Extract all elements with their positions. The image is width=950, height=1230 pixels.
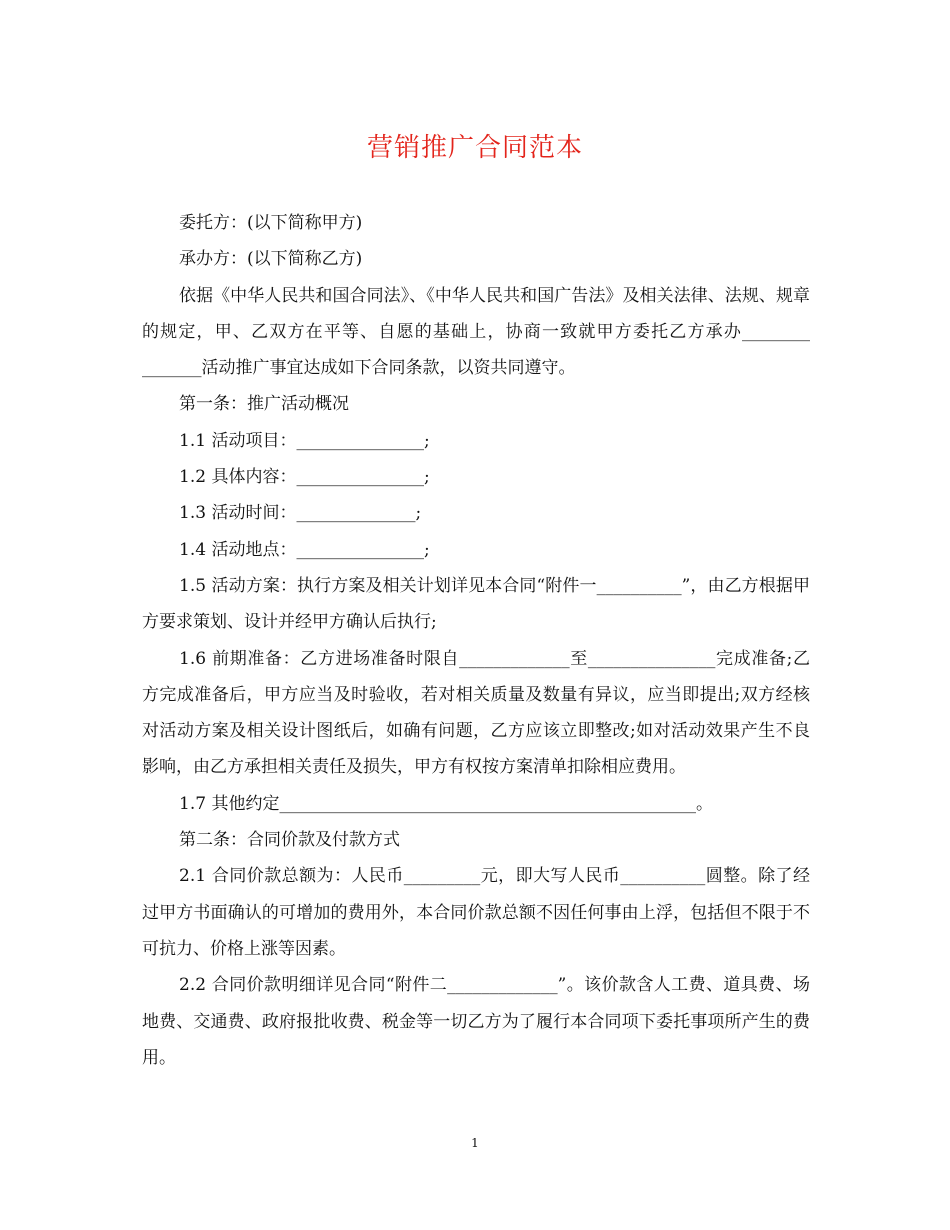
clause-1-4: 1.4 活动地点：_______________;	[179, 539, 430, 560]
clause-1-5: 1.5 活动方案：执行方案及相关计划详见本合同“附件一__________”，由乙方根据甲方要求策划、设计并经甲方确认后执行;	[142, 575, 810, 633]
clause-1-7: 1.7 其他约定_________________________________________________。	[179, 793, 713, 814]
clause-2-2: 2.2 合同价款明细详见合同“附件二_____________”。该价款含人工费、道具费、场地费、交通费、政府报批收费、税金等一切乙方为了履行本合同项下委托事项所产生的费用。	[142, 975, 810, 1068]
clause-1-1: 1.1 活动项目：_______________;	[179, 430, 430, 451]
clause-1-6: 1.6 前期准备：乙方进场准备时限自_____________至_______________完成准备;乙方完成准备后，甲方应当及时验收，若对相关质量及数量有异议，应当即提出;双方经核对活动方案及相关设计图纸后，如确有问题，乙方应该立即整改;如对活动效果产生不良影响，由乙方承担相关责任及损失，甲方有权按方案清单扣除相应费用。	[142, 648, 810, 778]
document-title: 营销推广合同范本	[366, 133, 583, 163]
clause-1-3: 1.3 活动时间：______________;	[179, 503, 422, 524]
article-1-heading: 第一条：推广活动概况	[179, 394, 349, 415]
clause-1-2: 1.2 具体内容：_______________;	[179, 467, 430, 488]
article-2-heading: 第二条：合同价款及付款方式	[179, 830, 400, 851]
party-b-line: 承办方：(以下简称乙方)	[179, 249, 363, 270]
party-a-line: 委托方：(以下简称甲方)	[179, 213, 363, 233]
clause-2-1: 2.1 合同价款总额为：人民币_________元，即大写人民币__________圆整。除了经过甲方书面确认的可增加的费用外，本合同价款总额不因任何事由上浮，包括但不限于不可抗力、价格上涨等因素。	[142, 866, 810, 959]
page-number: 1	[471, 1136, 479, 1150]
preamble-paragraph: 依据《中华人民共和国合同法》、《中华人民共和国广告法》及相关法律、法规、规章的规定，甲、乙双方在平等、自愿的基础上，协商一致就甲方委托乙方承办________ _______活动推广事宜达成如下合同条款，以资共同遵守。	[142, 285, 816, 379]
document-body	[142, 205, 816, 1076]
